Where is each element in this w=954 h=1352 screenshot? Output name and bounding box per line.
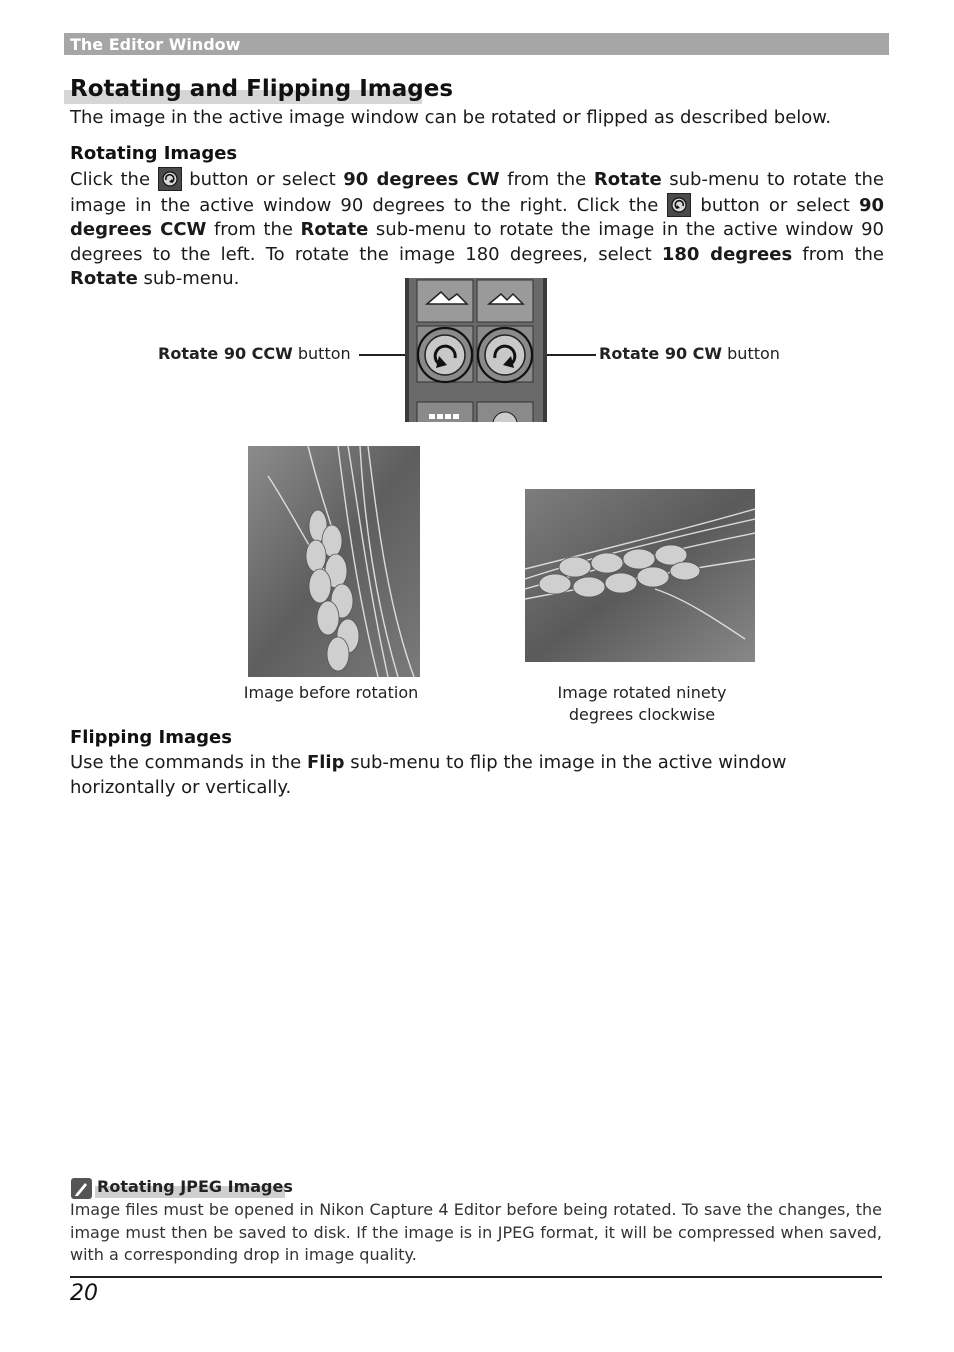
text-run: Click the — [70, 169, 158, 190]
toolbar-button-5[interactable] — [417, 402, 473, 422]
rotating-paragraph — [70, 167, 884, 292]
toolbar-figure — [405, 278, 547, 422]
intro-paragraph: The image in the active image window can be rotated or flipped as described below. — [70, 107, 832, 128]
page-number: 20 — [70, 1281, 98, 1306]
cmd-90-ccw: 90 degrees CCW — [70, 194, 884, 240]
text-run: from the — [206, 219, 301, 240]
toolbar-button-6[interactable] — [477, 402, 533, 422]
rotate-submenu-name: Rotate — [300, 219, 369, 240]
ccw-label-bold: Rotate 90 CCW — [158, 344, 293, 363]
cmd-90-cw: 90 degrees CW — [343, 169, 500, 190]
footer-rule — [70, 1276, 882, 1278]
caption-after: Image rotated ninety degrees clockwise — [557, 683, 727, 724]
rotate-ccw-icon — [667, 193, 691, 217]
toolbar-button-1[interactable] — [417, 280, 473, 322]
text-run: Use the commands in the — [70, 752, 307, 773]
rotating-heading: Rotating Images — [70, 143, 238, 164]
text-run: sub-menu to rotate the image in the active window 90 degrees to the left. To rotate the image 180 degrees, select — [70, 219, 884, 265]
cw-callout-label — [599, 344, 780, 363]
text-run: sub-menu. — [137, 268, 240, 289]
text-run: from the — [499, 169, 594, 190]
text-run: from the — [792, 243, 884, 265]
text-run: button or select — [691, 194, 859, 216]
rotate-cw-icon — [158, 167, 182, 191]
cw-label-bold: Rotate 90 CW — [599, 344, 723, 363]
caption-before: Image before rotation — [243, 683, 419, 702]
note-title: Rotating JPEG Images — [97, 1177, 293, 1196]
text-run: sub-menu to flip the image in the active window horizontally or vertically. — [70, 752, 787, 798]
section-header: The Editor Window — [70, 35, 241, 54]
photo-before-rotation — [248, 446, 420, 677]
toolbar-button-2[interactable] — [477, 280, 533, 322]
note-text: Image files must be opened in Nikon Capture 4 Editor before being rotated. To save the changes, the image must then be saved to disk. If the image is in JPEG format, it will be compressed when saved, with a corresponding drop in image quality. — [70, 1200, 882, 1264]
rotate-submenu-name: Rotate — [593, 169, 662, 190]
title-block — [64, 74, 453, 104]
text-run: sub-menu to rotate the image in the active window 90 degrees to the right. Click the — [70, 169, 885, 216]
flipping-heading: Flipping Images — [70, 727, 232, 748]
rotate-ccw-button[interactable] — [417, 326, 473, 382]
flipping-paragraph — [70, 751, 884, 800]
rotate-cw-button[interactable] — [477, 326, 533, 382]
cmd-180: 180 degrees — [661, 243, 793, 265]
page-title: Rotating and Flipping Images — [70, 76, 454, 102]
cw-label-rest: button — [722, 344, 780, 363]
flip-submenu-name: Flip — [306, 752, 345, 773]
ccw-callout-label — [158, 344, 351, 363]
pencil-note-icon — [71, 1178, 92, 1199]
photo-rotated-clockwise — [525, 489, 755, 662]
rotate-submenu-name: Rotate — [70, 268, 138, 289]
text-run: button or select — [181, 169, 344, 190]
ccw-label-rest: button — [292, 344, 351, 363]
section-header-bar — [64, 33, 889, 55]
